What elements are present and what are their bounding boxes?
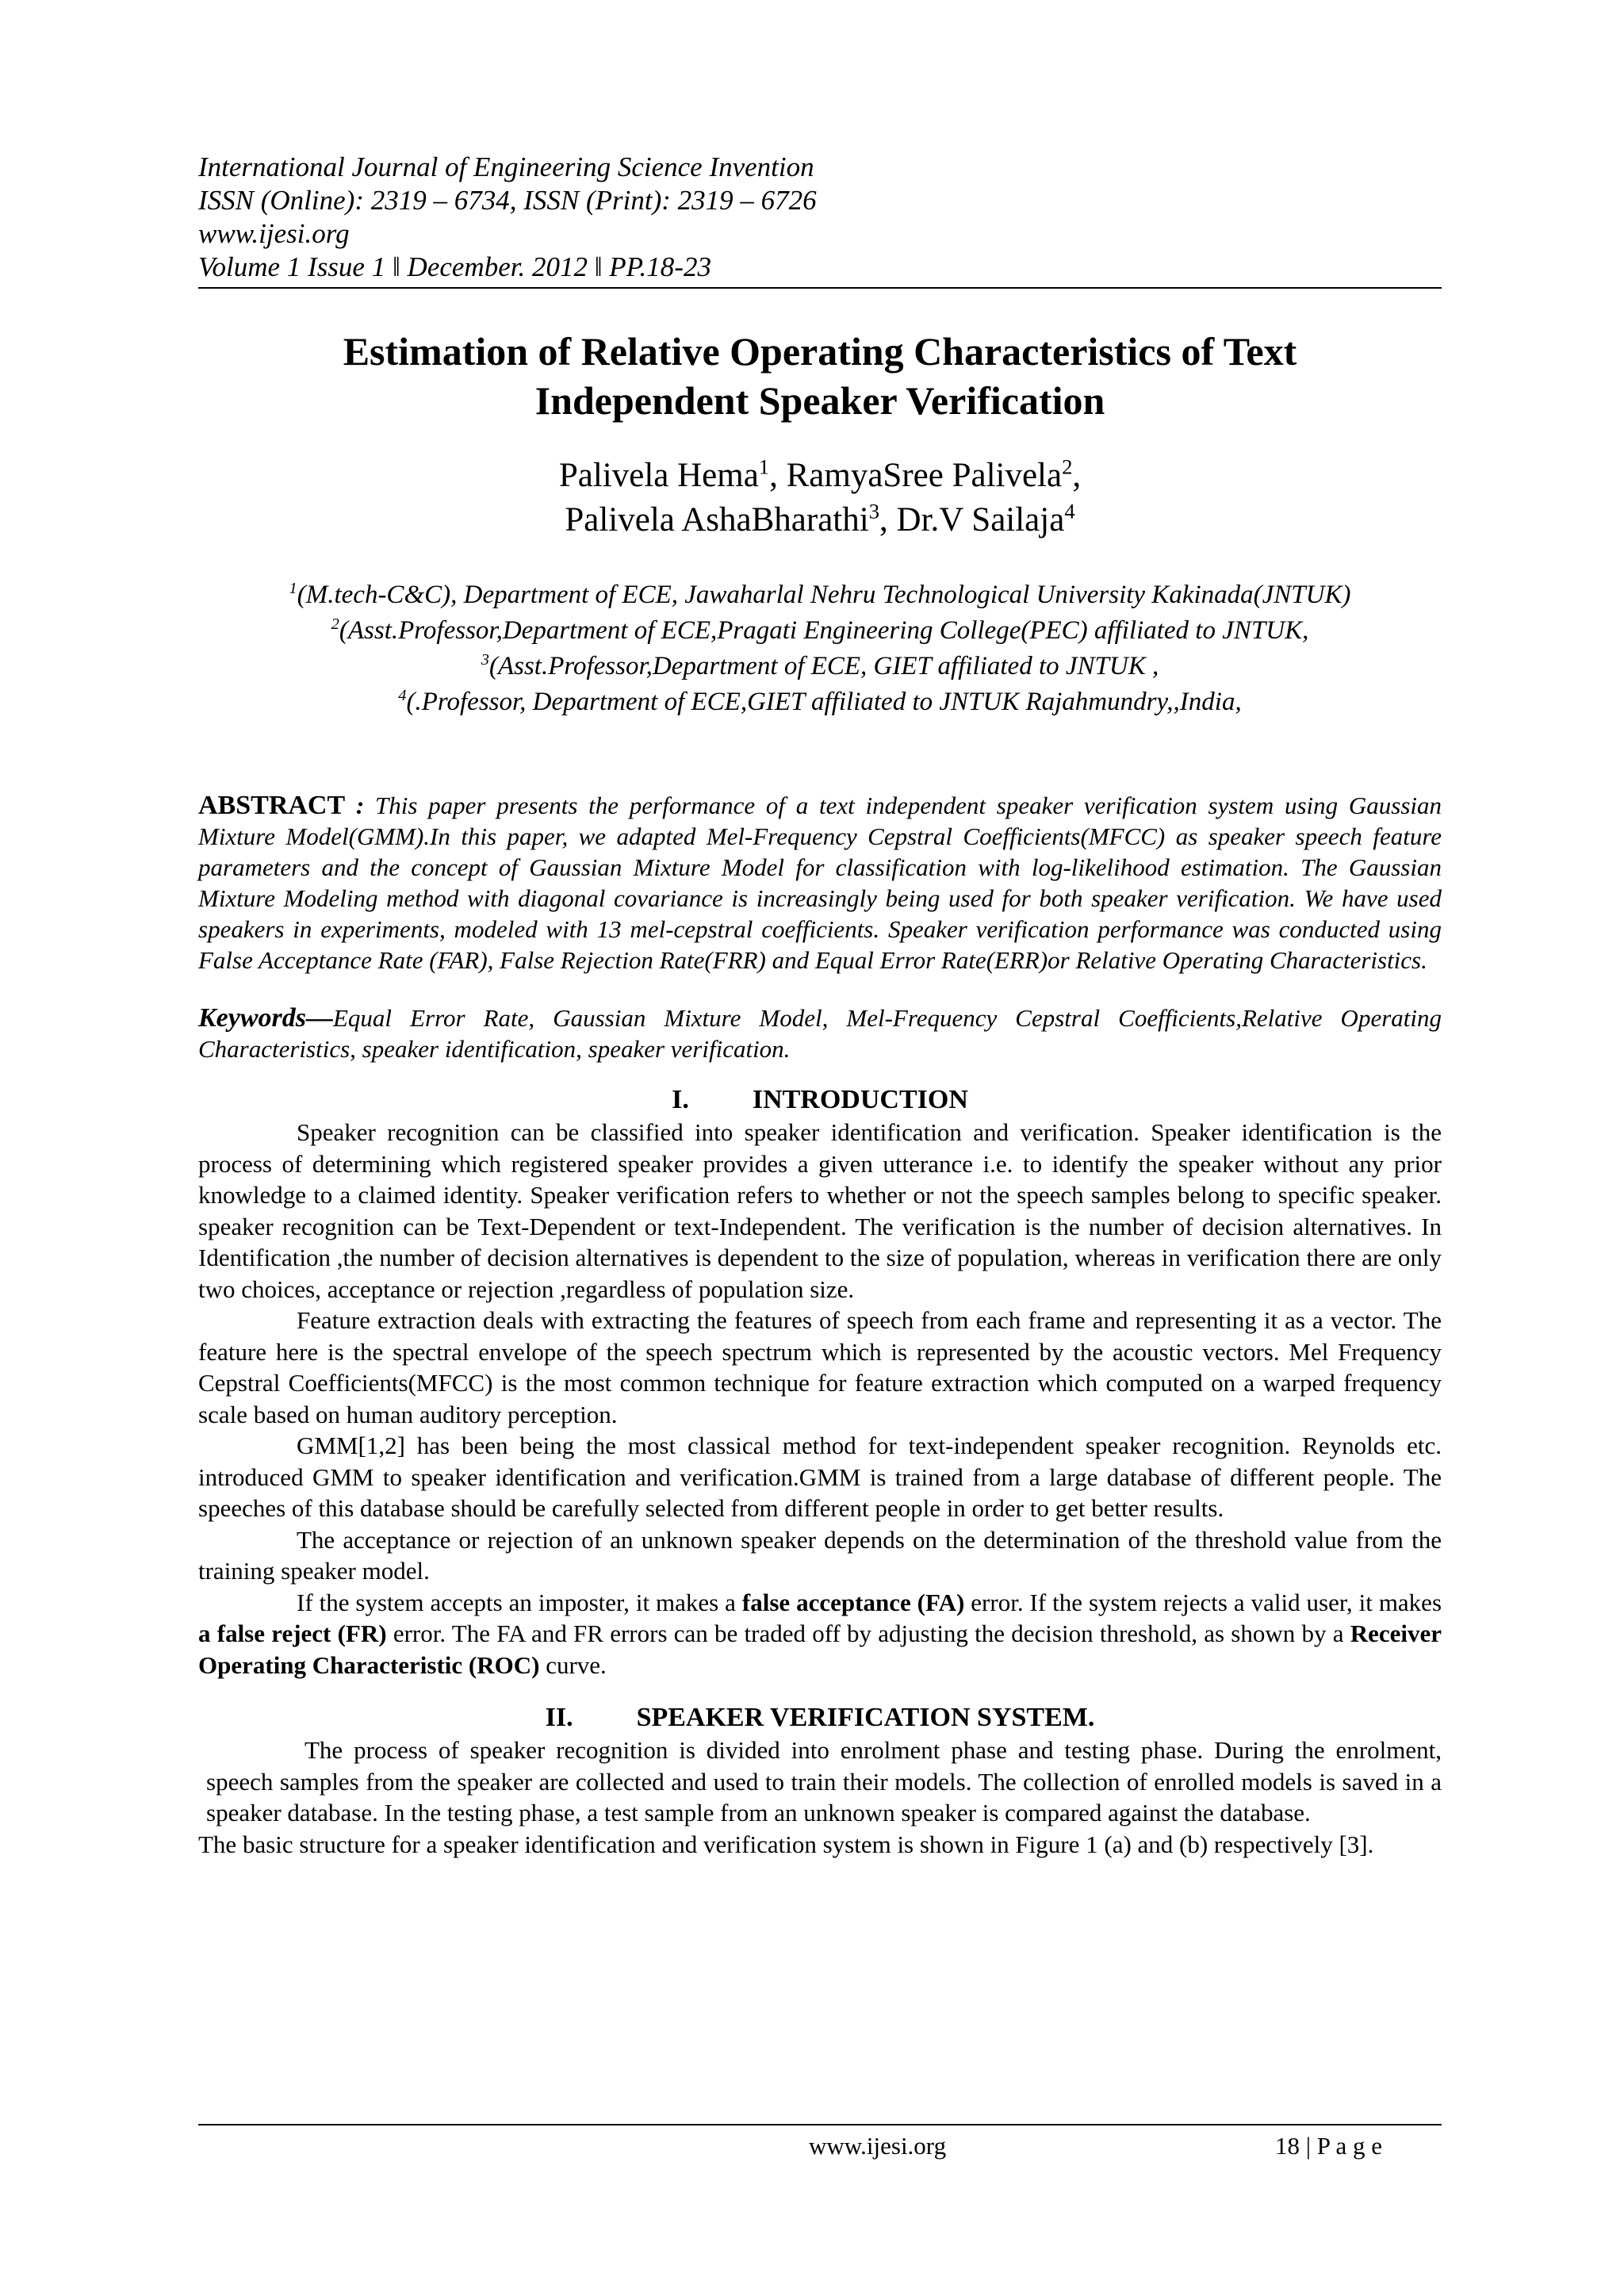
- footer-page-number: 18 | P a g e: [1275, 2132, 1383, 2160]
- author-superscript: 3: [868, 499, 880, 523]
- author-superscript: 4: [1064, 499, 1075, 523]
- speaker-verification-body: [198, 1734, 1442, 1860]
- journal-name: International Journal of Engineering Science Invention: [198, 151, 814, 182]
- author-name: RamyaSree Palivela: [786, 457, 1063, 494]
- author-line-1: [198, 454, 1442, 498]
- author-separator: ,: [1072, 457, 1082, 494]
- affiliation-text: (M.tech-C&C), Department of ECE, Jawaharlal Nehru Technological University Kakinada(JNTUK): [297, 581, 1351, 609]
- paper-title-line-1: Estimation of Relative Operating Characteristics of Text: [343, 329, 1297, 374]
- footer-divider: [198, 2124, 1442, 2125]
- affiliation-item: [198, 613, 1442, 649]
- paragraph: Speaker recognition can be classified into speaker identification and verification. Speaker identification is the process of determining which registered speaker provides a given utterance i.e. to identify the speaker without any prior knowledge to a claimed identity. Speaker verification refers to whether or not the speech samples belong to specific speaker. speaker recognition can be Text-Dependent or text-Independent. The verification is the number of decision alternatives. In Identification ,the number of decision alternatives is dependent to the size of population, whereas in verification there are only two choices, acceptance or rejection ,regardless of population size.: [198, 1118, 1442, 1303]
- section-heading-introduction: [198, 1083, 1442, 1117]
- affiliation-item: [198, 577, 1442, 613]
- author-line-2: [198, 498, 1442, 542]
- paragraph: The basic structure for a speaker identification and verification system is shown in Figure 1 (a) and (b) respectively [3].: [198, 1830, 1374, 1858]
- paragraph: The process of speaker recognition is divided into enrolment phase and testing phase. During the enrolment, speech samples from the speaker are collected and used to train their models. The collection of enrolled models is saved in a speaker database. In the testing phase, a test sample from an unknown speaker is compared against the database.: [206, 1736, 1442, 1826]
- paragraph: [198, 1587, 1442, 1681]
- affiliation-item: [198, 649, 1442, 684]
- section-number: II.: [545, 1703, 573, 1732]
- affiliation-text: (Asst.Professor,Department of ECE, GIET affiliated to JNTUK ,: [488, 652, 1159, 680]
- journal-header: [198, 151, 1442, 284]
- bold-term: a false reject (FR): [198, 1619, 387, 1647]
- author-list: [198, 454, 1442, 542]
- section-heading-speaker-verification: [198, 1701, 1442, 1734]
- author-superscript: 2: [1062, 454, 1073, 479]
- affiliation-superscript: 4: [398, 687, 407, 704]
- introduction-body: [198, 1117, 1442, 1681]
- abstract-text: This paper presents the performance of a text independent speaker verification system using Gaussian Mixture Model(GMM).In this paper, we adapted Mel-Frequency Cepstral Coefficients(MFCC) as speaker speech feature parameters and the concept of Gaussian Mixture Model for classification with log-likelihood estimation. The Gaussian Mixture Modeling method with diagonal covariance is increasingly being used for both speaker verification. We have used speakers in experiments, modeled with 13 mel-cepstral coefficients. Speaker verification performance was conducted using False Acceptance Rate (FAR), False Rejection Rate(FRR) and Equal Error Rate(ERR)or Relative Operating Characteristics.: [198, 792, 1442, 974]
- section-title: INTRODUCTION: [752, 1085, 968, 1114]
- paragraph: GMM[1,2] has been being the most classical method for text-independent speaker recognition. Reynolds etc. introduced GMM to speaker identification and verification.GMM is trained from a large database of different people. The speeches of this database should be carefully selected from different people in order to get better results.: [198, 1432, 1442, 1522]
- paper-title-line-2: Independent Speaker Verification: [534, 378, 1105, 423]
- keywords-text: Equal Error Rate, Gaussian Mixture Model, Mel-Frequency Cepstral Coefficients,Relative Operating Characteristics, speaker identification, speaker verification.: [198, 1004, 1442, 1063]
- bold-term: Receiver Operating Characteristic (ROC): [198, 1619, 1442, 1679]
- text-run: error. If the system rejects a valid user, it makes: [964, 1588, 1442, 1616]
- paper-title: [198, 327, 1442, 425]
- section-number: I.: [672, 1085, 689, 1114]
- bold-term: false acceptance (FA): [741, 1588, 965, 1616]
- text-run: curve.: [539, 1650, 607, 1679]
- text-run: error. The FA and FR errors can be traded off by adjusting the decision threshold, as shown by a: [386, 1619, 1350, 1647]
- journal-volume: Volume 1 Issue 1 ǁ December. 2012 ǁ PP.18-23: [198, 251, 711, 282]
- affiliation-list: [198, 577, 1442, 720]
- affiliation-text: (.Professor, Department of ECE,GIET affiliated to JNTUK Rajahmundry,,India,: [406, 688, 1242, 716]
- abstract-label: ABSTRACT: [198, 791, 346, 820]
- text-run: If the system accepts an imposter, it makes a: [297, 1588, 742, 1616]
- affiliation-superscript: 2: [331, 615, 339, 633]
- affiliation-superscript: 1: [289, 580, 297, 597]
- paragraph: Feature extraction deals with extracting the features of speech from each frame and representing it as a vector. The feature here is the spectral envelope of the speech spectrum which is represented by the acoustic vectors. Mel Frequency Cepstral Coefficients(MFCC) is the most common technique for feature extraction which computed on a warped frequency scale based on human auditory perception.: [198, 1306, 1442, 1428]
- author-name: Palivela AshaBharathi: [565, 501, 869, 539]
- keywords-label: Keywords—: [198, 1003, 333, 1033]
- abstract-colon: :: [345, 792, 375, 819]
- author-separator: ,: [769, 457, 787, 494]
- paper-page: [198, 151, 1442, 1860]
- footer-url: www.ijesi.org: [809, 2132, 947, 2160]
- author-separator: ,: [879, 501, 897, 539]
- author-name: Palivela Hema: [558, 457, 759, 494]
- affiliation-item: [198, 684, 1442, 720]
- affiliation-superscript: 3: [481, 651, 489, 669]
- keywords: [198, 1002, 1442, 1064]
- author-name: Dr.V Sailaja: [896, 501, 1065, 539]
- header-divider: [198, 287, 1442, 289]
- journal-issn: ISSN (Online): 2319 – 6734, ISSN (Print): 2319 – 6726: [198, 185, 817, 216]
- section-title: SPEAKER VERIFICATION SYSTEM.: [636, 1703, 1095, 1732]
- journal-website: www.ijesi.org: [198, 218, 350, 249]
- paragraph: The acceptance or rejection of an unknown speaker depends on the determination of the threshold value from the training speaker model.: [198, 1525, 1442, 1585]
- affiliation-text: (Asst.Professor,Department of ECE,Pragati Engineering College(PEC) affiliated to JNTUK,: [339, 616, 1309, 645]
- author-superscript: 1: [758, 454, 770, 479]
- abstract: [198, 790, 1442, 976]
